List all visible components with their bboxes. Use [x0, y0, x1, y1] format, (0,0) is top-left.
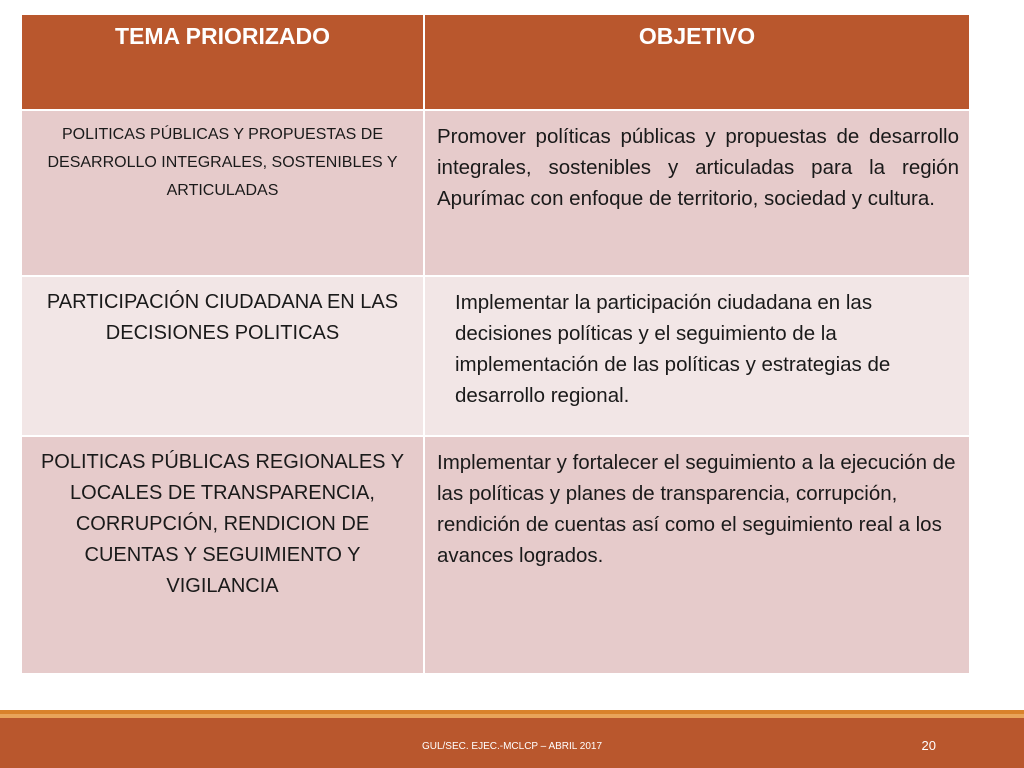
table-row: [21, 276, 970, 436]
footer-text: GUL/SEC. EJEC.-MCLCP – ABRIL 2017: [421, 741, 603, 752]
table-header-row: [21, 14, 970, 110]
objetivo-cell: Implementar y fortalecer el seguimiento a la ejecución de las políticas y planes de transparencia, corrupción, rendición de cuentas así como el seguimiento real a los avances logrados.: [424, 436, 970, 674]
objetivo-cell: Implementar la participación ciudadana en las decisiones políticas y el seguimiento de la implementación de las políticas y estrategias de desarrollo regional.: [424, 276, 970, 436]
objetivo-cell: Promover políticas públicas y propuestas de desarrollo integrales, sostenibles y articuladas para la región Apurímac con enfoque de territorio, sociedad y cultura.: [424, 110, 970, 276]
footer-bar: [0, 718, 1024, 768]
table-row: [21, 110, 970, 276]
tema-cell: PARTICIPACIÓN CIUDADANA EN LAS DECISIONES POLITICAS: [21, 276, 424, 436]
table-row: [21, 436, 970, 674]
page-number: 20: [921, 738, 936, 753]
tema-cell: POLITICAS PÚBLICAS REGIONALES Y LOCALES DE TRANSPARENCIA, CORRUPCIÓN, RENDICION DE CUENTAS Y SEGUIMIENTO Y VIGILANCIA: [21, 436, 424, 674]
header-objetivo: OBJETIVO: [424, 14, 970, 110]
objectives-table: [20, 13, 971, 675]
tema-cell: POLITICAS PÚBLICAS Y PROPUESTAS DE DESARROLLO INTEGRALES, SOSTENIBLES Y ARTICULADAS: [21, 110, 424, 276]
header-tema: TEMA PRIORIZADO: [21, 14, 424, 110]
